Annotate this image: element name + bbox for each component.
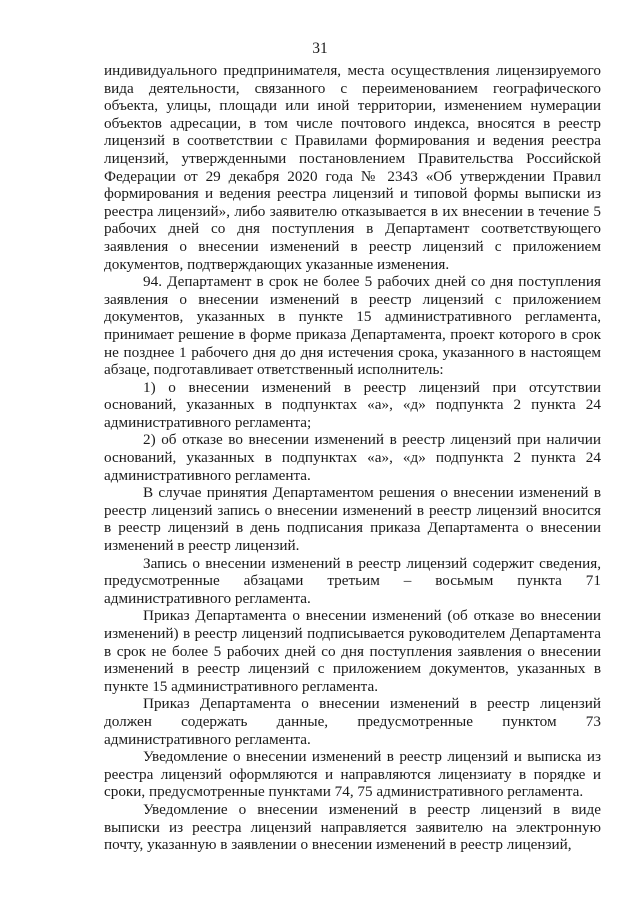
paragraph-notification-email: Уведомление о внесении изменений в реестр лицензий в виде выписки из реестра лицензий направляется заявителю на электронную почту, указанную в заявлении о внесении изменений в реестр лицензий,	[104, 800, 601, 854]
paragraph-subitem-1: 1) о внесении изменений в реестр лицензий при отсутствии оснований, указанных в подпунктах «а», «д» подпункта 2 пункта 24 административного регламента;	[104, 378, 601, 431]
page-number: 31	[312, 40, 328, 57]
paragraph-order-signing: Приказ Департамента о внесении изменений (об отказе во внесении изменений) в реестр лицензий подписывается руководителем Департамента в срок не более 5 рабочих дней со дня поступления заявления о внесении изменений в реестр лицензий с приложением документов, указанных в пункте 15 административного регламента.	[104, 607, 601, 695]
paragraph-subitem-2: 2) об отказе во внесении изменений в реестр лицензий при наличии оснований, указанных в подпунктах «а», «д» подпункта 2 пункта 24 административного регламента.	[104, 431, 601, 484]
paragraph-continuation: индивидуального предпринимателя, места осуществления лицензируемого вида деятельности, связанного с переименованием географического объекта, улицы, площади или иной территории, изменением нумерации объектов адресации, в том числе почтового индекса, вносятся в реестр лицензий в соответствии с Правилами формирования и ведения реестра лицензий, утвержденными постановлением Правительства Российской Федерации от 29 декабря 2020 года № 2343 «Об утверждении Правил формирования и ведения реестра лицензий и типовой формы выписки из реестра лицензий», либо заявителю отказывается в их внесении в течение 5 рабочих дней со дня поступления в Департамент соответствующего заявления о внесении изменений в реестр лицензий с приложением документов, подтверждающих указанные изменения.	[104, 62, 601, 273]
paragraph-decision-entry: В случае принятия Департаментом решения о внесении изменений в реестр лицензий запись о внесении изменений в реестр лицензий вносится в реестр лицензий в день подписания приказа Департамента о внесении изменений в реестр лицензий.	[104, 484, 601, 555]
paragraph-entry-contents: Запись о внесении изменений в реестр лицензий содержит сведения, предусмотренные абзацами третьим – восьмым пункта 71 административного регламента.	[104, 554, 601, 607]
paragraph-notification: Уведомление о внесении изменений в реестр лицензий и выписка из реестра лицензий оформляются и направляются лицензиату в порядке и сроки, предусмотренные пунктами 74, 75 административного регламента.	[104, 748, 601, 801]
document-body	[104, 62, 601, 854]
paragraph-item-94: 94. Департамент в срок не более 5 рабочих дней со дня поступления заявления о внесении изменений в реестр лицензий с приложением документов, указанных в пункте 15 административного регламента, принимает решение в форме приказа Департамента, проект которого в срок не позднее 1 рабочего дня до дня истечения срока, указанного в настоящем абзаце, подготавливает ответственный исполнитель:	[104, 273, 601, 379]
paragraph-order-contents: Приказ Департамента о внесении изменений в реестр лицензий должен содержать данные, предусмотренные пунктом 73 административного регламента.	[104, 695, 601, 748]
